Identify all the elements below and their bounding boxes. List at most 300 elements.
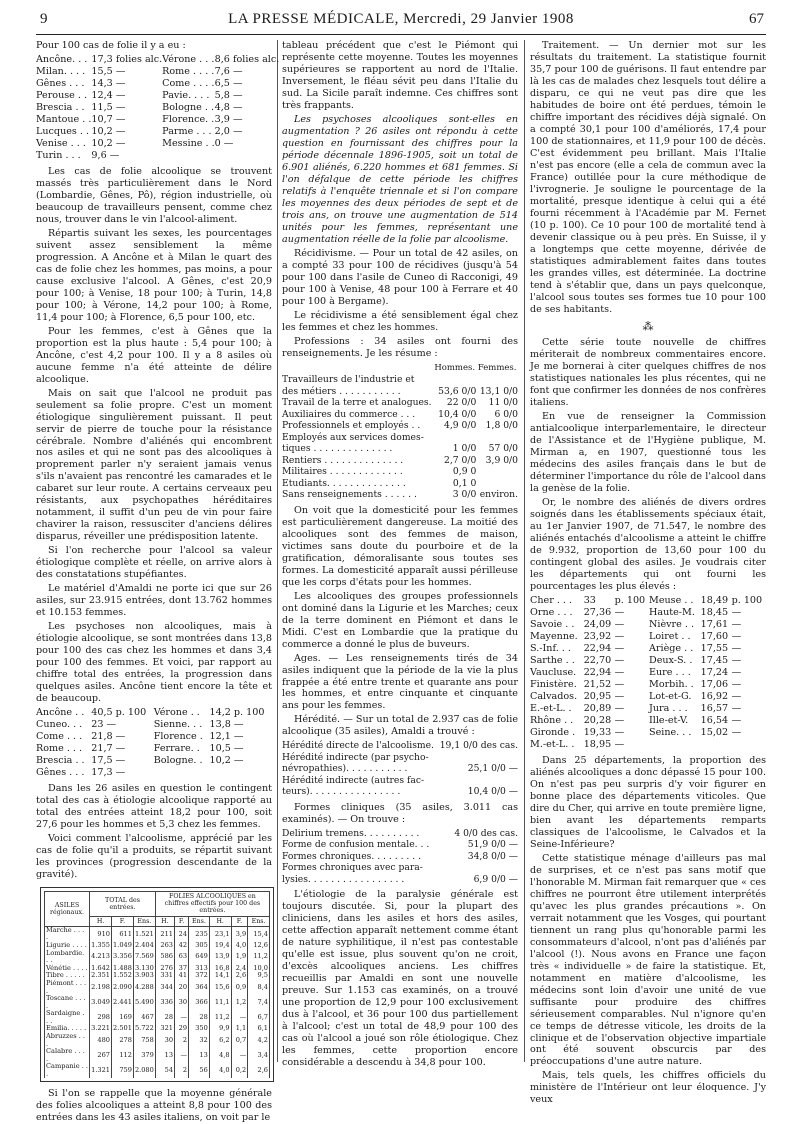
table-cell: 0,2: [231, 1063, 248, 1078]
column-2: [282, 40, 518, 1069]
table-cell: 350: [189, 1025, 210, 1033]
table-cell: 10,2 —: [209, 755, 244, 767]
table-cell: —: [614, 702, 625, 714]
table-cell: 11,2: [248, 950, 270, 965]
table-cell: des métiers . . . . . . . . . . .: [282, 385, 401, 397]
table-cell: Pavie. . . .: [162, 89, 210, 101]
table-cell: 17,24: [700, 666, 729, 678]
table-row: [36, 66, 279, 78]
table-row: [282, 466, 518, 478]
table-cell: 4,0: [231, 942, 248, 950]
table-cell: 28: [155, 1010, 174, 1025]
table-row: [530, 667, 766, 679]
table-cell: 41: [175, 972, 189, 980]
table-cell: 37: [175, 965, 189, 973]
table-row: [282, 874, 518, 886]
table-cell: Emilia. . . . .: [45, 1025, 90, 1033]
table-cell: 18,95: [583, 738, 612, 750]
table-cell: 30: [155, 1033, 174, 1048]
paragraph: Répartis suivant les sexes, les pourcentages suivent assez sensiblement la même progression. A Ancône et à Milan le quart des cas de folie chez les hommes, pas moins, a pour cause exclusive l'alcool. A Gênes, c'est 20,9 pour 100; à Venise, 18 pour 100; à Turin, 14,8 pour 100; à Vérone, 14,2 pour 100; à Rome, 11,4 pour 100; à Florence, 6,5 pour 100, etc.: [36, 227, 272, 323]
table-header: ASILES régionaux.: [45, 891, 90, 926]
table-cell: 54: [155, 1063, 174, 1078]
table-cell: lysies. . . . . . . . . . . . . . . . .: [282, 873, 405, 885]
table-cell: 11,1: [209, 995, 231, 1010]
table-row: [530, 631, 766, 643]
table-cell: 3.049: [90, 995, 112, 1010]
table-row: [45, 995, 270, 1010]
table-cell: 11,2: [209, 1010, 231, 1025]
paragraph: Si l'on se rappelle que la moyenne générale des folies alcooliques a atteint 8,8 pour 100 des entrées dans les 43 asiles italiens, on voit par le: [36, 1088, 272, 1124]
table-row: [282, 478, 518, 490]
table-cell: 9,6 —: [91, 149, 120, 161]
table-cell: 33: [583, 595, 596, 607]
table-cell: Jura . . .: [649, 702, 688, 714]
table-cell: Lombardie. . .: [45, 950, 90, 965]
table-cell: Vénétie . . . .: [46, 963, 88, 972]
table-row: [36, 743, 272, 755]
table-cell: Loiret . .: [649, 631, 691, 643]
table-row: [530, 619, 766, 631]
table-cell: 24: [175, 926, 189, 942]
table-cell: 4,9 0/0: [443, 420, 477, 432]
table-cell: Perouse . .: [36, 89, 88, 101]
table-cell: 611: [112, 926, 134, 942]
heredite-table: [282, 740, 518, 798]
table-cell: Venise . . .: [36, 137, 86, 149]
table-cell: Toscane . . . .: [45, 995, 90, 1010]
table-subheader: Ens.: [133, 916, 155, 926]
table-cell: 10,2 —: [91, 125, 126, 137]
table-cell: Parme . . .: [162, 125, 212, 137]
table-cell: —: [731, 666, 742, 678]
table-cell: Sardaigne . . .: [45, 1010, 90, 1025]
table-cell: 2.351: [91, 971, 111, 980]
table-cell: 10,4 0/0: [438, 408, 477, 420]
paragraph: Traitement. — Un dernier mot sur les résultats du traitement. La statistique fournit 35,7 pour 100 de guérisons. Il faut entendre par là les cas de malades chez lesquels tout délire a disparu, ce qui ne veut pas dire que les habitudes de boire ont été perdues, témoin le chiffre important des récidives déjà signalé. On a compté 30,1 pour 100 d'améliorés, 17,4 pour 100 de stationnaires, et 11,9 pour 100 de décès. C'est évidemment peu brillant. Mais l'Italie n'est pas encore (elle a cela de commun avec la France) outillée pour la cure méthodique de l'ivrognerie. Je souligne le pourcentage de la mortalité, presque identique à celui qui a été fourni récemment à l'Académie par M. Fernet (10 p. 100). Ce 10 pour 100 de mortalité tend à devenir classique ou à peu près. En Suisse, il y a longtemps que cette moyenne, dérivée de statistiques admirablement faites dans toutes les grandes villes, est déterminée. La doctrine tend à s'établir que, dans un pays quelconque, l'alcool sous toutes ses formes tue 10 pour 100 de ses habitants.: [530, 40, 766, 315]
table-cell: Florence .: [153, 731, 203, 743]
table-cell: 63: [175, 950, 189, 965]
table-row: [282, 740, 518, 752]
table-cell: Employés aux services domes-: [282, 431, 424, 443]
asiles-table-frame: [40, 887, 274, 1083]
table-cell: 8,4: [248, 980, 270, 995]
table-row: [36, 150, 279, 162]
table-cell: 19,1 0/0 des cas.: [439, 740, 518, 752]
table-cell: 19,4: [209, 942, 231, 950]
table-cell: —: [231, 1010, 248, 1025]
table-cell: 40,5 p. 100: [91, 707, 147, 719]
table-cell: —: [731, 726, 742, 738]
table-cell: 18,49: [700, 595, 729, 607]
table-cell: Mayenne.: [530, 631, 578, 643]
table-cell: Brescia . .: [36, 755, 85, 767]
table-cell: 32: [189, 1033, 210, 1048]
table-cell: Formes chroniques avec para-: [282, 862, 423, 874]
table-cell: S.-Inf. . .: [530, 643, 571, 654]
paragraph: Cette série toute nouvelle de chiffres mériterait de nombreux commentaires encore. Je me bornerai à citer quelques chiffres de nos statistiques nationales les plus récentes, qui ne font que confirmer les données de nos confrères italiens.: [530, 337, 766, 409]
table-cell: 0,1 0: [452, 477, 477, 489]
table-subheader: F.: [112, 916, 134, 926]
table-row: [45, 950, 270, 965]
table-cell: Bologne. .: [153, 755, 203, 767]
table-cell: 30: [175, 995, 189, 1010]
table-cell: 14,3 —: [91, 77, 126, 89]
table-row: [530, 739, 766, 751]
table-cell: Rome . . .: [36, 743, 83, 755]
table-cell: Brescia . .: [36, 101, 85, 113]
table-cell: 112: [112, 1048, 134, 1063]
table-cell: —: [614, 690, 625, 702]
table-cell: 14,2 p. 100: [209, 707, 265, 719]
table-row: [282, 775, 518, 787]
table-cell: —: [731, 702, 742, 714]
table-cell: 331: [155, 972, 174, 980]
paragraph: Hérédité. — Sur un total de 2.937 cas de folie alcoolique (35 asiles), Amaldi a trouvé :: [282, 714, 518, 738]
table-cell: 16,92: [700, 690, 729, 702]
table-cell: 22,70: [583, 654, 612, 666]
table-cell: 7,6 —: [214, 65, 243, 77]
table-row: [282, 443, 518, 455]
paragraph: Dans 25 départements, la proportion des aliénés alcooliques a donc dépassé 15 pour 100. On n'est pas peu surpris d'y voir figurer en bonne place des départements viticoles. Que dire du Cher, qui arrive en toute première ligne, bien avant les départements remparts classiques de l'alcoolisme, le Calvados et la Seine-Inférieure?: [530, 754, 766, 850]
table-cell: Florence. .: [162, 113, 215, 125]
column-rule: [277, 40, 278, 1062]
table-cell: Militaires . . . . . . . . . . . . .: [282, 466, 403, 478]
table-cell: 17,06: [700, 678, 729, 690]
table-row: [36, 78, 279, 90]
table-cell: 3.221: [91, 1024, 111, 1033]
table-cell: —: [614, 678, 625, 690]
table-row: [530, 715, 766, 727]
table-cell: 24,09: [583, 619, 612, 631]
table-cell: 7,4: [248, 995, 270, 1010]
table-cell: 3.130: [134, 963, 154, 972]
table-cell: 7.569: [133, 950, 155, 965]
table-cell: 34,8 0/0 —: [467, 850, 518, 862]
table-row: [282, 455, 518, 467]
table-cell: 6,1: [248, 1025, 270, 1033]
table-cell: 169: [112, 1010, 134, 1025]
departements-list: [530, 595, 766, 751]
table-cell: 23 —: [91, 719, 117, 731]
table-row: [282, 420, 518, 432]
table-row: [282, 851, 518, 863]
table-row: [282, 489, 518, 501]
table-cell: 1.521: [133, 926, 155, 942]
table-cell: environ.: [479, 489, 518, 501]
table-cell: Cuneo. . .: [36, 719, 83, 731]
table-cell: —: [731, 654, 742, 666]
table-cell: Eure . . .: [649, 666, 691, 678]
table-cell: [436, 775, 518, 787]
table-cell: Nièvre . .: [649, 619, 695, 631]
table-cell: Gênes . . .: [36, 77, 85, 89]
table-cell: Ligurie . . . .: [45, 942, 90, 950]
table-cell: 2.090: [112, 980, 134, 995]
column-1: [36, 40, 280, 1124]
table-cell: —: [614, 631, 625, 643]
paragraph: Mais, tels quels, les chiffres officiels du ministère de l'Intérieur ont leur éloquence. J'y veux: [530, 1070, 766, 1106]
table-cell: Vérone . .: [153, 707, 200, 719]
table-cell: 2,6: [248, 1063, 270, 1078]
table-cell: 3,9: [231, 926, 248, 942]
table-cell: 1.355: [91, 941, 111, 950]
table-cell: 5.722: [134, 1024, 154, 1033]
table-cell: 267: [90, 1048, 112, 1063]
table-cell: 4,8 —: [214, 101, 243, 113]
table-cell: 305: [189, 942, 210, 950]
column-header: Hommes.: [434, 362, 476, 373]
table-cell: 15,6: [209, 980, 231, 995]
table-cell: 2,0 —: [214, 125, 243, 137]
table-cell: 5,8 —: [214, 89, 243, 101]
table-cell: 17,45: [700, 654, 729, 666]
table-cell: 20,95: [583, 690, 612, 702]
table-cell: Ancône . .: [36, 707, 85, 719]
table-cell: Vaucluse.: [530, 666, 577, 678]
paragraph: Les cas de folie alcoolique se trouvent massés très particulièrement dans le Nord (Lombardie, Gênes, Pô), région industrielle, où beaucoup de travailleurs pensent, comme chez nous, trouver dans le vin l'alcool-aliment.: [36, 165, 272, 225]
table-cell: 17,61: [700, 619, 729, 631]
column-rule: [524, 40, 525, 1062]
table-cell: 3.356: [112, 950, 134, 965]
table-cell: 2.441: [112, 995, 134, 1010]
table-cell: 4,0: [209, 1063, 231, 1078]
asiles-table: [44, 891, 270, 1079]
table-cell: 2.501: [113, 1024, 132, 1033]
table-cell: Hérédité indirecte (par psycho-: [282, 751, 429, 763]
table-cell: Rhône . .: [530, 714, 574, 726]
table-cell: 263: [155, 942, 174, 950]
table-subheader: H.: [90, 916, 112, 926]
table-cell: 16,57: [700, 702, 729, 714]
table-cell: [701, 739, 732, 751]
table-cell: Calvados.: [530, 690, 578, 702]
table-cell: [154, 767, 210, 779]
table-row: [282, 386, 518, 398]
table-cell: 10,2 —: [91, 137, 126, 149]
table-cell: 12,1 —: [209, 731, 244, 743]
table-cell: Ariège . .: [649, 643, 694, 654]
table-cell: Campanie . . .: [46, 1062, 89, 1078]
table-cell: 759: [112, 1063, 134, 1078]
table-cell: Abruzzes . . .: [45, 1033, 90, 1048]
table-cell: 17,55: [700, 643, 729, 654]
table-cell: Vérone . . .: [162, 53, 215, 65]
table-cell: Professionnels et employés . .: [282, 420, 421, 432]
table-cell: 1,1: [231, 1025, 248, 1033]
table-cell: Finistère.: [530, 678, 577, 690]
table-cell: —: [614, 654, 625, 666]
table-cell: —: [614, 726, 625, 738]
table-cell: 13,8 —: [209, 719, 244, 731]
table-cell: Morbih. .: [649, 678, 694, 690]
folie-alcoolique-list: [36, 54, 279, 162]
table-cell: E.-et-L. .: [530, 702, 572, 714]
table-cell: 1.321: [90, 1063, 112, 1078]
table-cell: —: [614, 619, 625, 631]
table-cell: 51,9 0/0 —: [467, 839, 518, 851]
table-cell: 20,89: [583, 702, 612, 714]
table-cell: Travail de la terre et analogues.: [282, 397, 432, 409]
table-cell: 1.488: [113, 963, 132, 972]
table-cell: Ille-et-V.: [649, 714, 689, 726]
paragraph: Pour 100 cas de folie il y a eu :: [36, 40, 186, 51]
table-cell: 3.903: [134, 971, 154, 980]
table-row: [36, 126, 279, 138]
table-cell: Rentiers . . . . . . . . . . . . . .: [282, 454, 404, 466]
table-cell: —: [614, 738, 625, 750]
paragraph: Les psychoses non alcooliques, mais à étiologie alcoolique, se sont montrées dans 13,8 pour 100 des cas chez les hommes et dans 3,4 pour 100 des femmes. Et voici, par rapport au chiffre total des entrées, la progression dans quelques asiles. Ancône tient encore la tête et de beaucoup.: [36, 621, 272, 705]
table-cell: 25,1 0/0 —: [467, 763, 518, 775]
table-cell: [476, 374, 518, 386]
table-cell: [444, 862, 518, 874]
table-cell: 2,6: [231, 972, 248, 980]
table-cell: 22,94: [583, 666, 612, 678]
table-cell: 13,1 0/0: [479, 385, 518, 397]
table-cell: 15,02: [700, 726, 729, 738]
table-cell: —: [175, 1010, 189, 1025]
table-cell: Marche . . . .: [45, 926, 90, 942]
table-row: [282, 828, 518, 840]
table-cell: 19,33: [583, 726, 612, 738]
table-row: [36, 102, 279, 114]
table-cell: 2,7 0/0: [443, 454, 477, 466]
table-cell: —: [614, 643, 625, 654]
table-subheader: H.: [209, 916, 231, 926]
table-cell: Auxiliaires du commerce . . .: [282, 408, 416, 420]
table-cell: 344: [155, 980, 174, 995]
table-cell: 17,3 folies alc.: [91, 53, 163, 65]
table-cell: Orne . . .: [530, 607, 573, 619]
table-cell: 42: [175, 942, 189, 950]
table-cell: 53,6 0/0: [438, 385, 477, 397]
table-cell: 3,9 —: [214, 113, 243, 125]
table-cell: 4.288: [133, 980, 155, 995]
paragraph: Professions : 34 asiles ont fourni des renseignements. Je les résume :: [282, 335, 518, 359]
table-subheader: H.: [155, 916, 174, 926]
table-cell: Rome . . . .: [162, 65, 215, 77]
table-cell: [476, 478, 518, 490]
table-row: [45, 980, 270, 995]
table-cell: 14,1: [209, 972, 231, 980]
table-row: [45, 926, 270, 942]
table-cell: 2.080: [133, 1063, 155, 1078]
paragraph: Si l'on recherche pour l'alcool sa valeur étiologique complète et réelle, on arrive alors à des constatations stupéfiantes.: [36, 545, 272, 581]
table-cell: teurs). . . . . . . . . . . . . . . .: [282, 786, 401, 798]
paragraph: Cette statistique ménage d'ailleurs pas mal de surprises, et ce n'est pas sans motif que l'honorable M. Mirman fait remarquer que « ces chiffres ne pourront être utilement interprétés qu'avec les plus grandes précautions ». On verrait notamment que les Vosges, qui pourtant tiennent un rang plus qu'honorable parmi les consommateurs d'alcool, n'ont pas d'aliénés par l'alcool (!). Nous avons en France une façon très « individuelle » de faire la statistique. Et, notamment en matière d'alcoolisme, les médecins sont loin d'avoir une unité de vue suffisante pour produire des chiffres sérieusement comparables. Nul n'ignore qu'en ce temps de détresse viticole, les droits de la clinique et de l'observation objective impartiale ont été souvent obscurcis par des préoccupations d'une autre nature.: [530, 852, 766, 1068]
paragraph: Pour les femmes, c'est à Gênes que la proportion est la plus haute : 5,4 pour 100; à Ancône, c'est 4,2 pour 100. Il y a 8 asiles où aucune femme n'a été atteinte de délire alcoolique.: [36, 325, 272, 385]
table-row: [530, 655, 766, 667]
table-cell: 910: [90, 926, 112, 942]
table-cell: —: [614, 607, 625, 619]
table-cell: Come . . . .: [162, 77, 215, 89]
table-cell: 649: [189, 950, 210, 965]
table-cell: 10,0: [248, 965, 270, 973]
paragraph: Dans les 26 asiles en question le contingent total des cas à étiologie alcoolique rapporté au total des entrées atteint 18,2 pour 100, soit 27,6 pour les hommes et 5,3 chez les femmes.: [36, 783, 272, 831]
table-cell: 57 0/0: [488, 443, 518, 455]
table-cell: 10,5 —: [209, 743, 244, 755]
table-cell: Piémont . . . .: [45, 980, 90, 995]
table-row: [282, 409, 518, 421]
table-cell: —: [731, 631, 742, 643]
table-cell: Formes chroniques. . . . . . . . .: [282, 850, 422, 862]
table-cell: 27,36: [583, 607, 612, 619]
table-row: [36, 731, 272, 743]
table-row: [36, 755, 272, 767]
table-cell: 2.198: [90, 980, 112, 995]
table-cell: 5.490: [133, 995, 155, 1010]
table-row: [282, 374, 518, 386]
header-rule: [36, 34, 766, 35]
table-cell: 20: [175, 980, 189, 995]
table-cell: Deux-S. .: [649, 654, 693, 666]
table-cell: [732, 739, 766, 751]
paragraph: Or, le nombre des aliénés de divers ordres soignés dans les établissements spéciaux était, au 1er Janvier 1907, de 71.547, le nombre des aliénés entachés d'alcoolisme a atteint le chiffre de 9.932, proportion de 13,60 pour 100 du contingent global des asiles. Je voudrais citer les départements qui ont fourni les pourcentages les plus élevés :: [530, 497, 766, 593]
table-cell: 480: [90, 1033, 112, 1048]
table-cell: 0,9: [231, 980, 248, 995]
table-row: [282, 397, 518, 409]
table-cell: Hérédité indirecte (autres fac-: [282, 774, 425, 786]
table-cell: 1,8 0/0: [485, 420, 518, 432]
table-row: [282, 786, 518, 798]
table-cell: 12,4 —: [91, 89, 126, 101]
table-row: [530, 643, 766, 655]
table-row: [45, 1010, 270, 1025]
paragraph: tableau précédent que c'est le Piémont qui représente cette moyenne. Toutes les moyennes supérieures se rapportent au nord de l'Italie. Inversement, le fléau sévit peu dans l'Italie du sud. La Sicile paraît indemne. Ces chiffres sont très frappants.: [282, 40, 518, 111]
table-cell: 15,5 —: [91, 65, 126, 77]
paragraph: Formes cliniques (35 asiles, 3.011 cas examinés). — On trouve :: [282, 801, 518, 825]
table-cell: 1.552: [113, 971, 132, 980]
table-cell: 8,6 folies alc.: [214, 53, 280, 65]
table-cell: 12,6: [248, 942, 270, 950]
column-3: [530, 40, 766, 1106]
table-row: [530, 595, 766, 607]
table-cell: M.-et-L. .: [530, 738, 575, 750]
table-cell: —: [614, 714, 625, 726]
paragraph: Le récidivisme a été sensiblement égal chez les femmes et chez les hommes.: [282, 309, 518, 333]
table-row: [36, 90, 279, 102]
table-cell: 278: [112, 1033, 134, 1048]
table-cell: Sarthe . .: [530, 654, 575, 666]
table-cell: 17,5 —: [91, 755, 126, 767]
table-row: [282, 432, 518, 444]
table-cell: —: [731, 619, 742, 631]
table-cell: Delirium tremens. . . . . . . . . .: [282, 827, 420, 839]
table-cell: 467: [133, 1010, 155, 1025]
formes-table: [282, 828, 518, 886]
table-cell: 13: [155, 1048, 174, 1063]
table-cell: Gironde .: [530, 726, 576, 738]
table-cell: 1,9: [231, 950, 248, 965]
table-row: [36, 54, 279, 66]
table-cell: 18,45: [700, 607, 729, 619]
table-cell: 586: [155, 950, 174, 965]
table-cell: 6,5 —: [214, 77, 243, 89]
table-cell: 21,8 —: [91, 731, 126, 743]
table-cell: —: [731, 607, 742, 619]
etiologie-list: [36, 707, 272, 779]
table-cell: Calabre . . . .: [45, 1048, 90, 1063]
table-row: [282, 839, 518, 851]
table-cell: Tibre . . . . .: [45, 972, 90, 980]
table-cell: 3,9 0/0: [485, 454, 518, 466]
table-header: TOTAL des entrées.: [90, 891, 156, 916]
table-cell: 20,28: [583, 714, 612, 726]
table-cell: [215, 150, 280, 162]
table-cell: 235: [189, 926, 210, 942]
table-cell: 13: [189, 1048, 210, 1063]
table-cell: Bologne . .: [162, 101, 215, 113]
table-subheader: F.: [175, 916, 189, 926]
